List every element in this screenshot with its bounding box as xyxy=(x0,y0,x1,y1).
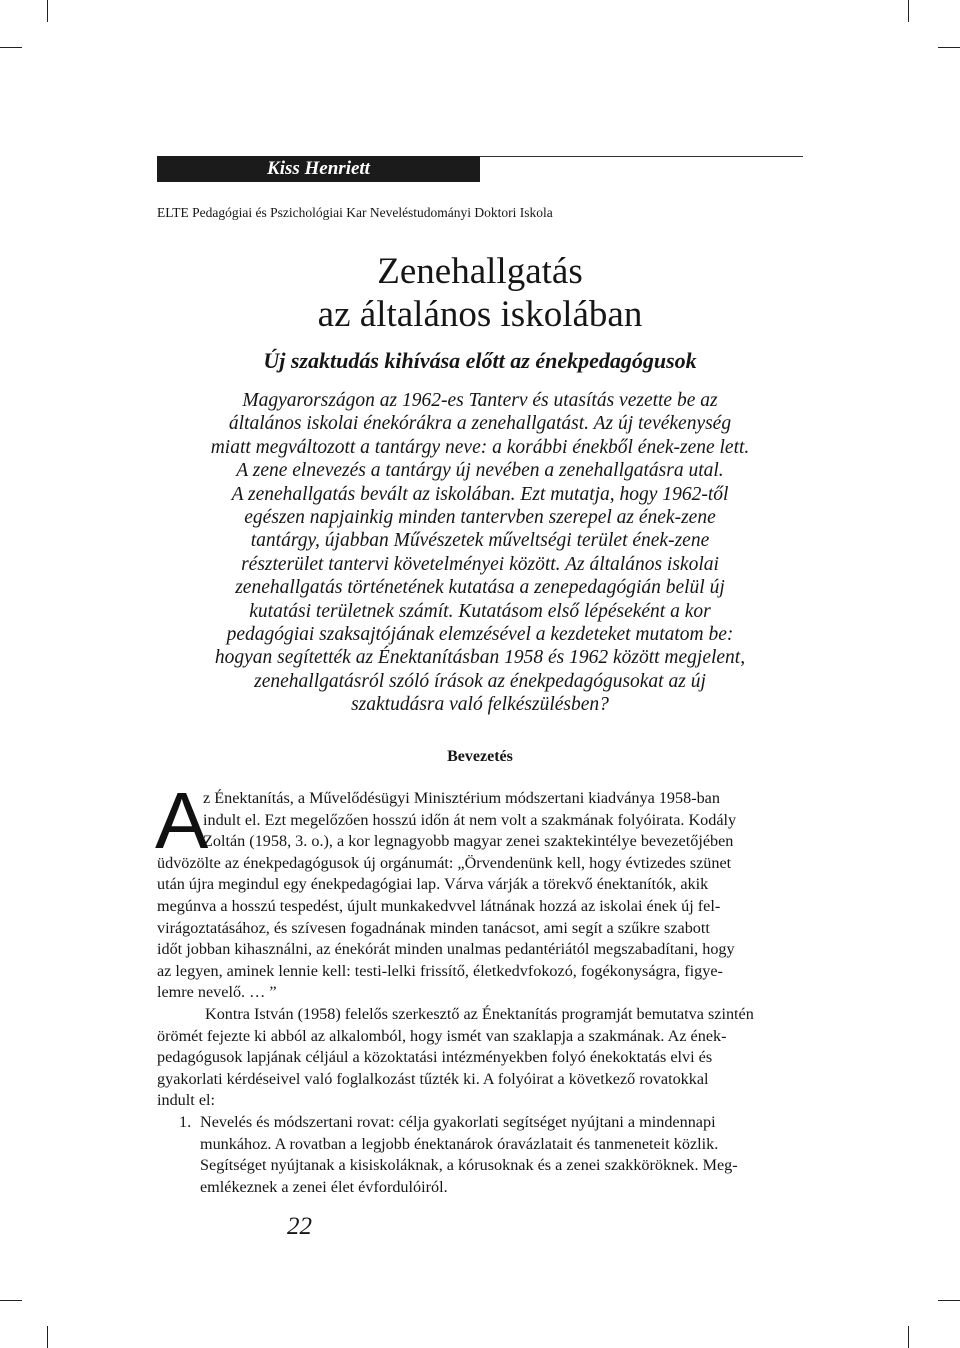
crop-mark-top-right xyxy=(908,0,909,22)
abstract-line: Magyarországon az 1962-es Tanterv és utasítás vezette be az xyxy=(242,390,718,411)
crop-mark-right-upper xyxy=(938,47,960,48)
paragraph-1-line: Zoltán (1958, 3. o.), a kor legnagyobb magyar zenei szaktekintélye bevezetőjében xyxy=(203,832,734,851)
abstract-line: tantárgy, újabban Művészetek műveltségi terület ének-zene xyxy=(250,530,710,552)
abstract-line: A zene elnevezés a tantárgy új nevében a zenehallgatásra utal. xyxy=(236,460,724,482)
abstract-line: általános iskolai énekórákra a zenehallgatást. Az új tevékenység xyxy=(228,413,732,435)
crop-mark-bottom-left xyxy=(47,1326,48,1348)
paragraph-2-line: gyakorlati kérdéseivel való foglalkozást tűzték ki. A folyóirat a következő rovatokkal xyxy=(157,1069,709,1088)
list-item-number: 1. xyxy=(179,1112,192,1131)
list-item-line: Nevelés és módszertani rovat: célja gyakorlati segítséget nyújtani a mindennapi xyxy=(200,1112,716,1131)
paragraph-1-line: után újra megindul egy énekpedagógiai lap. Várva várják a törekvő énektanítók, akik xyxy=(157,875,709,894)
abstract-line: miatt megváltozott a tantárgy neve: a korábbi énekből ének-zene lett. xyxy=(210,436,750,458)
body-text xyxy=(155,776,803,1198)
article-subtitle: Új szaktudás kihívása előtt az énekpedagógusok xyxy=(263,348,697,373)
paragraph-1-line: virágoztatásához, és szívesen fogadnának minden tanácsot, ami segít a szűkre szabott xyxy=(157,918,710,937)
abstract-line: A zenehallgatás bevált az iskolában. Ezt mutatja, hogy 1962-től xyxy=(231,483,729,505)
article-title xyxy=(157,250,803,336)
crop-mark-bottom-right xyxy=(908,1326,909,1348)
crop-mark-left-upper xyxy=(0,47,22,48)
header-bar xyxy=(157,156,803,182)
abstract-line: egészen napjainkig minden tantervben szerepel az ének-zene xyxy=(244,507,716,529)
abstract-line: hogyan segítették az Énektanításban 1958 és 1962 között megjelent, xyxy=(214,647,746,669)
abstract-line: részterület tantervi követelményei között. Az általános iskolai xyxy=(241,553,719,575)
paragraph-2-line: Kontra István (1958) felelős szerkesztő az Énektanítás programját bemutatva szintén xyxy=(205,1004,754,1023)
paragraph-1-line: indult el. Ezt megelőzően hosszú időn át nem volt a szakmának folyóirata. Kodály xyxy=(203,810,737,829)
paragraph-1-line: megúnva a hosszú tespedést, újult munkakedvvel látnának hozzá az iskolai ének új fel- xyxy=(157,896,721,915)
paragraph-1-line: z Énektanítás, a Művelődésügyi Minisztérium módszertani kiadványa 1958-ban xyxy=(203,789,720,807)
list-item-1 xyxy=(157,1112,803,1198)
title-line-1: Zenehallgatás xyxy=(377,251,583,292)
paragraph-1-line: időt jobban kihasználni, az énekórát minden unalmas pedantériától megszabadítani, hogy xyxy=(157,940,735,959)
title-line-2: az általános iskolában xyxy=(317,294,643,335)
paragraph-2-line: pedagógusok lapjának céljául a közoktatási intézményekben folyó énekoktatás elvi és xyxy=(157,1048,713,1067)
abstract-line: kutatási területnek számít. Kutatásom első lépéseként a kor xyxy=(249,600,711,622)
list-item-line: emlékeznek a zenei élet évfordulóiról. xyxy=(200,1177,448,1196)
abstract-line: zenehallgatás történetének kutatása a zenepedagógián belül új xyxy=(235,577,725,599)
page-number: 22 xyxy=(287,1213,312,1240)
drop-cap: A xyxy=(155,776,209,865)
paragraph-2-line: indult el: xyxy=(157,1091,215,1110)
crop-mark-top-left xyxy=(47,0,48,22)
paragraph-1-line: az legyen, aminek lennie kell: testi-lelki frissítő, életkedvfokozó, fogékonyságra, figye- xyxy=(157,961,723,980)
crop-mark-right-lower xyxy=(938,1300,960,1301)
abstract-line: pedagógiai szaksajtójának elemzésével a kezdeteket mutatom be: xyxy=(226,624,734,646)
paragraph-2-line: örömét fejezte ki abból az alkalomból, hogy ismét van szaklapja a szakmának. Az ének- xyxy=(157,1026,727,1045)
abstract xyxy=(157,389,803,717)
crop-mark-left-lower xyxy=(0,1300,22,1301)
list-item-line: munkához. A rovatban a legjobb énektanárok óravázlatait és tanmeneteit közlik. xyxy=(200,1134,719,1153)
paragraph-1-line: üdvözölte az énekpedagógusok új orgánumát: „Örvendenünk kell, hogy évtizedes szünet xyxy=(157,853,732,872)
abstract-line: szaktudásra való felkészülésben? xyxy=(351,694,609,716)
author-name: Kiss Henriett xyxy=(157,156,480,182)
affiliation: ELTE Pedagógiai és Pszichológiai Kar Neveléstudományi Doktori Iskola xyxy=(157,205,553,220)
section-heading: Bevezetés xyxy=(447,748,513,765)
list-item-line: Segítséget nyújtanak a kisiskoláknak, a kórusoknak és a zenei szakköröknek. Meg- xyxy=(200,1156,738,1175)
paragraph-1-line: lemre nevelő. … ” xyxy=(157,983,277,1002)
header-rule xyxy=(480,156,803,157)
abstract-line: zenehallgatásról szóló írások az énekpedagógusokat az új xyxy=(254,670,706,692)
